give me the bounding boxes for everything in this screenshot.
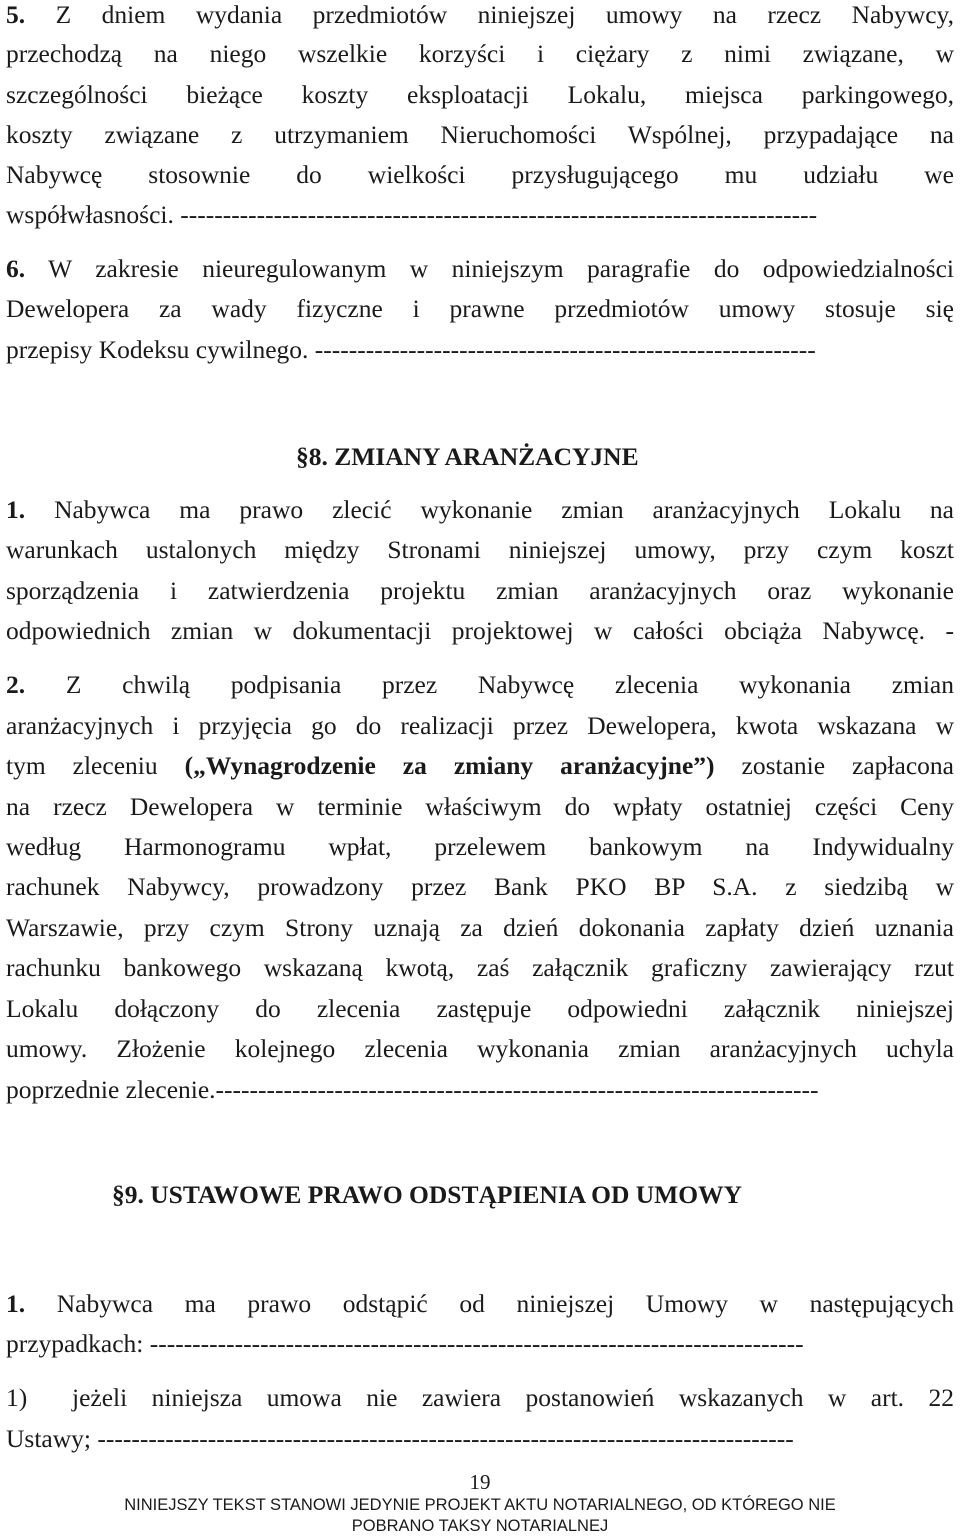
s8-p2-line-2: aranżacyjnych i przyjęcia go do realizacji przez Dewelopera, kwota wskazana w: [6, 711, 954, 740]
p5-line-1: 5. Z dniem wydania przedmiotów niniejszej umowy na rzecz Nabywcy,: [6, 0, 955, 29]
s8-p2-line-7: Warszawie, przy czym Strony uznają za dzień dokonania zapłaty dzień uznania: [6, 913, 954, 942]
p5-number: 5.: [6, 0, 26, 29]
s9-p1-line-2: przypadkach: -----------------------------------------------------------------------------: [6, 1329, 804, 1358]
s8-p2-line-4: na rzecz Dewelopera w terminie właściwym do wpłaty ostatniej części Ceny: [6, 792, 954, 821]
footer-disclaimer-line-2: POBRANO TAKSY NOTARIALNEJ: [351, 1517, 609, 1535]
p6-line-2: Dewelopera za wady fizyczne i prawne przedmiotów umowy stosuje się: [6, 294, 954, 323]
p5-line-2: przechodzą na niego wszelkie korzyści i ciężary z nimi związane, w: [6, 39, 954, 68]
s8-p2-number: 2.: [6, 670, 26, 699]
s9-item-1-line-2: Ustawy; ----------------------------------------------------------------------------------: [6, 1424, 794, 1453]
s8-p2-line-8: rachunku bankowego wskazaną kwotą, zaś załącznik graficzny zawierający rzut: [6, 953, 954, 982]
s8-p2-line-1: 2. Z chwilą podpisania przez Nabywcę zlecenia wykonania zmian: [6, 670, 955, 699]
s9-item-1-number: 1): [6, 1383, 28, 1412]
s8-p1-line-2: warunkach ustalonych między Stronami niniejszej umowy, przy czym koszt: [6, 535, 954, 564]
s8-p2-line-5: według Harmonogramu wpłat, przelewem bankowym na Indywidualny: [6, 832, 954, 861]
s8-p2-line-10: umowy. Złożenie kolejnego zlecenia wykonania zmian aranżacyjnych uchyla: [6, 1034, 954, 1063]
section-8-heading: §8. ZMIANY ARANŻACYJNE: [296, 442, 639, 471]
s9-p1-number: 1.: [6, 1289, 26, 1318]
p5-line-3: szczególności bieżące koszty eksploatacji Lokalu, miejsca parkingowego,: [6, 80, 954, 109]
p6-line-3: przepisy Kodeksu cywilnego. -----------------------------------------------------------: [6, 335, 816, 364]
footer-disclaimer-line-1: NINIEJSZY TEKST STANOWI JEDYNIE PROJEKT AKTU NOTARIALNEGO, OD KTÓREGO NIE: [124, 1496, 836, 1514]
page-number: 19: [469, 1470, 491, 1494]
p5-line-5: Nabywcę stosownie do wielkości przysługującego mu udziału we: [6, 160, 954, 189]
s8-p1-line-3: sporządzenia i zatwierdzenia projektu zmian aranżacyjnych oraz wykonanie: [6, 576, 954, 605]
p5-line-4: koszty związane z utrzymaniem Nieruchomości Wspólnej, przypadające na: [6, 120, 954, 149]
s8-p2-line-3: tym zleceniu („Wynagrodzenie za zmiany aranżacyjne”) zostanie zapłacona: [6, 751, 954, 780]
s8-p2-line-11: poprzednie zlecenie.-----------------------------------------------------------------------: [6, 1075, 819, 1104]
s9-item-1-line-1: [6, 1383, 954, 1413]
p6-line-1: 6. W zakresie nieuregulowanym w niniejszym paragrafie do odpowiedzialności: [6, 254, 954, 283]
defined-term-wynagrodzenie: („Wynagrodzenie za zmiany aranżacyjne”): [184, 751, 715, 780]
s8-p2-line-9: Lokalu dołączony do zlecenia zastępuje odpowiedni załącznik niniejszej: [6, 994, 954, 1023]
s8-p1-line-1: 1. Nabywca ma prawo zlecić wykonanie zmian aranżacyjnych Lokalu na: [6, 495, 954, 524]
section-9-heading: §9. USTAWOWE PRAWO ODSTĄPIENIA OD UMOWY: [112, 1180, 743, 1209]
s9-item-1-text: jeżeli niniejsza umowa nie zawiera postanowień wskazanych w art. 22: [72, 1383, 954, 1412]
s8-p1-line-4: odpowiednich zmian w dokumentacji projektowej w całości obciąża Nabywcę. -: [6, 616, 954, 645]
p5-line-6: współwłasności. ---------------------------------------------------------------------------: [6, 200, 818, 229]
s8-p1-number: 1.: [6, 495, 26, 524]
s8-p2-line-6: rachunek Nabywcy, prowadzony przez Bank PKO BP S.A. z siedzibą w: [6, 872, 954, 901]
s9-p1-line-1: 1. Nabywca ma prawo odstąpić od niniejszej Umowy w następujących: [6, 1289, 955, 1318]
p6-number: 6.: [6, 254, 26, 283]
